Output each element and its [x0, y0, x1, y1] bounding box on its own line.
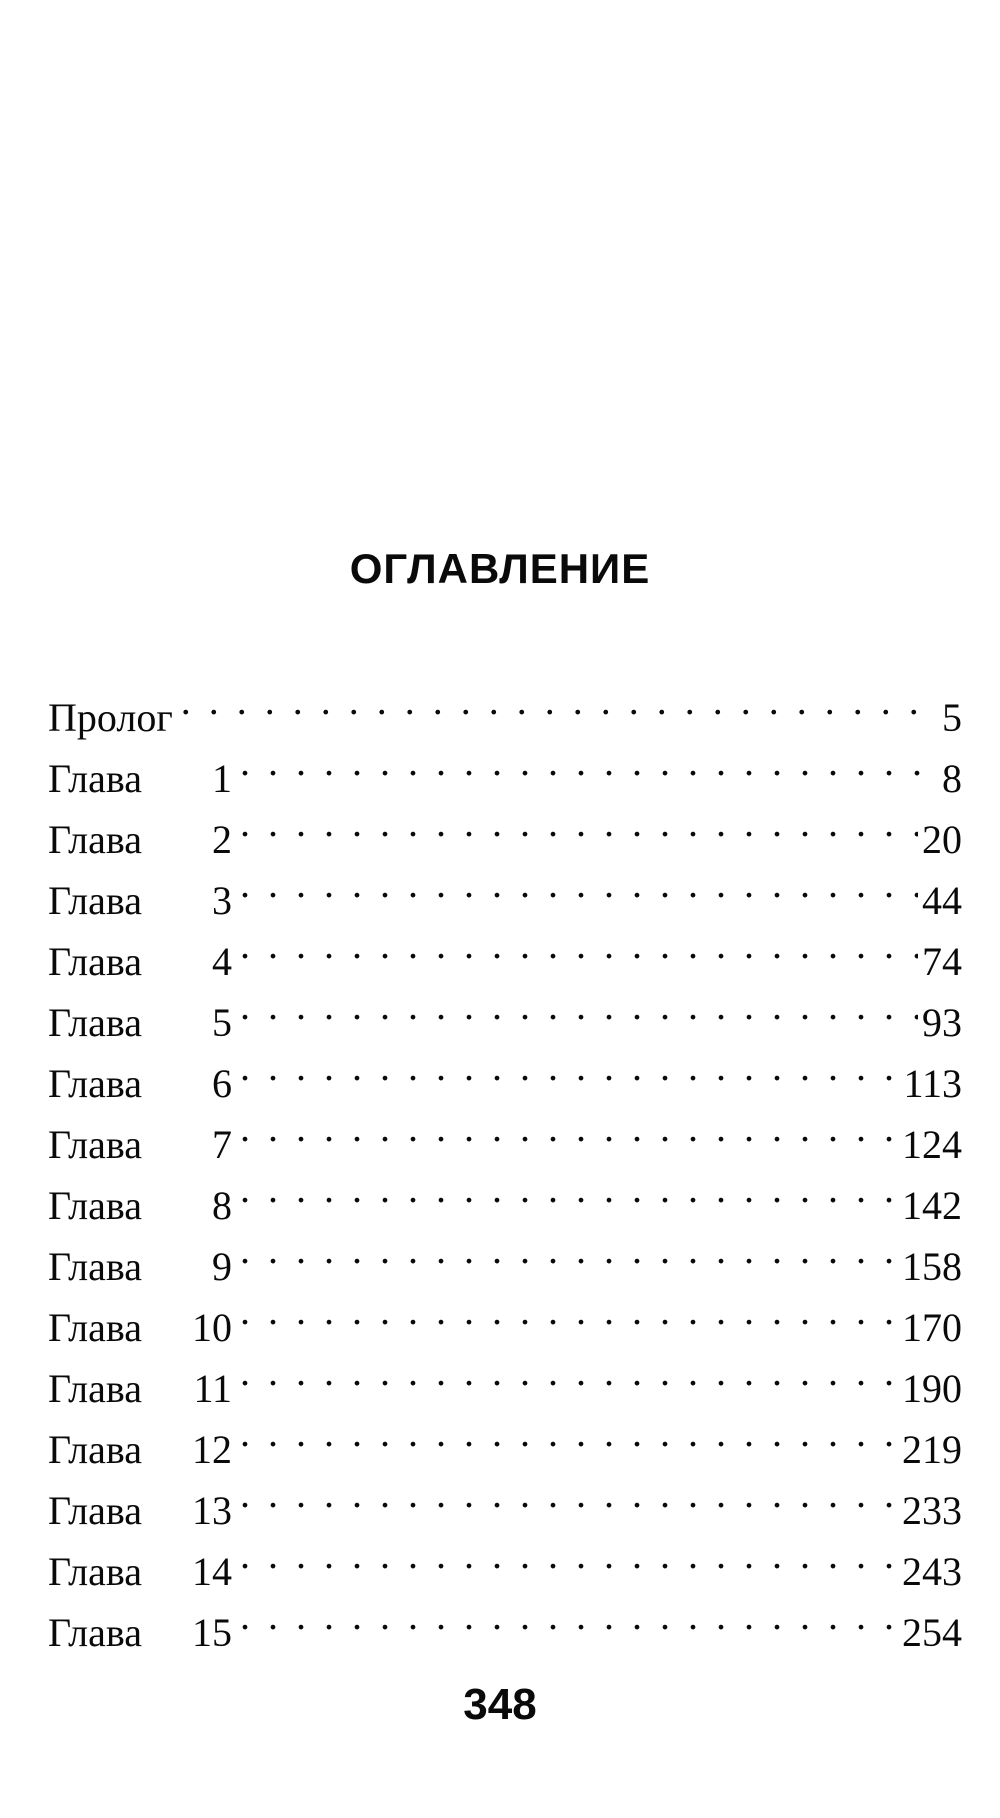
toc-entry-prolog [48, 670, 962, 740]
dot-leader [240, 853, 918, 914]
entry-label: Глава [48, 1610, 142, 1655]
entry-page: 113 [903, 1061, 962, 1106]
entry-page: 8 [942, 756, 962, 801]
dot-leader [240, 1463, 898, 1524]
chapter-number: 10 [192, 1305, 232, 1350]
dot-leader [240, 731, 938, 792]
chapter-number: 15 [192, 1610, 232, 1655]
chapter-number: 8 [212, 1183, 232, 1228]
chapter-number: 6 [212, 1061, 232, 1106]
dot-leader [240, 975, 918, 1036]
entry-label: Глава [48, 1061, 142, 1106]
dot-leader [240, 1097, 898, 1158]
page-title: ОГЛАВЛЕНИЕ [349, 545, 651, 592]
entry-label: Пролог [48, 695, 173, 740]
entry-page: 170 [902, 1305, 962, 1350]
entry-label: Глава [48, 878, 142, 923]
entry-label: Глава [48, 756, 142, 801]
entry-page: 142 [902, 1183, 962, 1228]
chapter-number: 14 [192, 1549, 232, 1594]
dot-leader [181, 670, 938, 731]
entry-label: Глава [48, 1183, 142, 1228]
dot-leader [240, 1036, 899, 1097]
table-of-contents [48, 670, 962, 1655]
entry-label: Глава [48, 1549, 142, 1594]
dot-leader [240, 1158, 898, 1219]
dot-leader [240, 792, 918, 853]
entry-page: 74 [922, 939, 962, 984]
entry-page: 190 [902, 1366, 962, 1411]
entry-label: Глава [48, 1488, 142, 1533]
entry-page: 124 [902, 1122, 962, 1167]
page-number: 348 [463, 1680, 537, 1729]
dot-leader [240, 1585, 898, 1646]
dot-leader [240, 914, 918, 975]
chapter-number: 9 [212, 1244, 232, 1289]
dot-leader [240, 1219, 898, 1280]
entry-page: 158 [902, 1244, 962, 1289]
chapter-number: 1 [212, 756, 232, 801]
dot-leader [240, 1524, 898, 1585]
dot-leader [240, 1280, 898, 1341]
chapter-number: 3 [212, 878, 232, 923]
entry-page: 254 [902, 1610, 962, 1655]
chapter-number: 4 [212, 939, 232, 984]
dot-leader [240, 1402, 898, 1463]
chapter-number: 7 [212, 1122, 232, 1167]
entry-label: Глава [48, 1244, 142, 1289]
entry-label: Глава [48, 1427, 142, 1472]
dot-leader [240, 1341, 898, 1402]
entry-page: 93 [922, 1000, 962, 1045]
entry-label: Глава [48, 817, 142, 862]
entry-page: 20 [922, 817, 962, 862]
chapter-number: 11 [193, 1366, 232, 1411]
entry-label: Глава [48, 1366, 142, 1411]
chapter-number: 12 [192, 1427, 232, 1472]
entry-label: Глава [48, 1305, 142, 1350]
entry-label: Глава [48, 939, 142, 984]
entry-page: 219 [902, 1427, 962, 1472]
chapter-number: 2 [212, 817, 232, 862]
chapter-number: 5 [212, 1000, 232, 1045]
entry-page: 5 [942, 695, 962, 740]
entry-label: Глава [48, 1000, 142, 1045]
toc-entry-chapter-1 [48, 731, 962, 801]
entry-label: Глава [48, 1122, 142, 1167]
entry-page: 44 [922, 878, 962, 923]
chapter-number: 13 [192, 1488, 232, 1533]
entry-page: 233 [902, 1488, 962, 1533]
entry-page: 243 [902, 1549, 962, 1594]
